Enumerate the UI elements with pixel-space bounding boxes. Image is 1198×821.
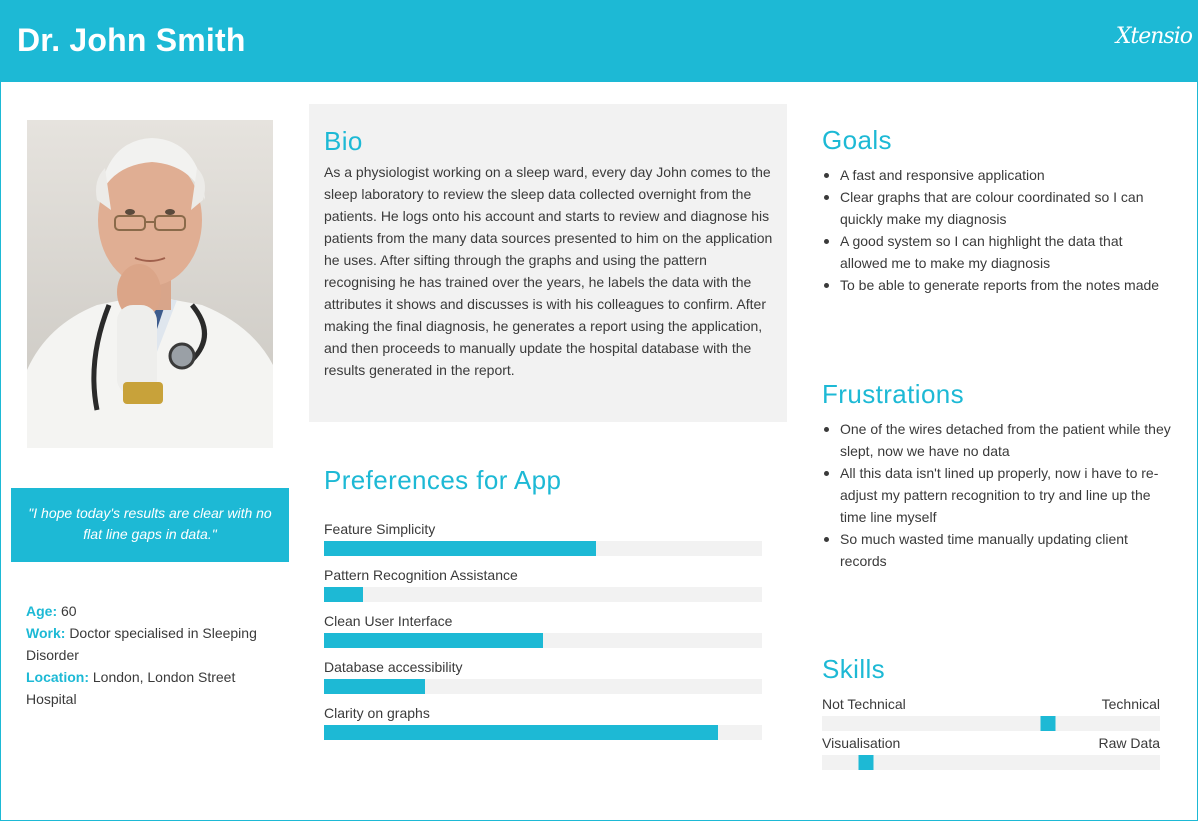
skill-right-label: Technical [1101,696,1160,712]
work-row [26,622,286,666]
preference-fill [324,541,596,556]
preference-label: Pattern Recognition Assistance [324,567,518,583]
preference-track [324,633,762,648]
skills-title: Skills [822,654,886,684]
frustration-item: All this data isn't lined up properly, now i have to re-adjust my pattern recognition to try and line up the time line myself [822,462,1172,528]
preference-track [324,587,762,602]
bio-title: Bio [324,126,363,156]
preference-fill [324,679,425,694]
location-row [26,666,286,710]
skill-track [822,755,1160,770]
preference-label: Feature Simplicity [324,521,436,537]
skill-left-label: Not Technical [822,696,906,712]
xtensio-logo[interactable]: Xtensio [1115,24,1192,49]
persona-info [26,600,286,710]
skills-list [822,696,1160,774]
bio-panel [309,104,787,422]
goals-list [822,164,1172,296]
portrait-photo [27,120,273,448]
bio-text: As a physiologist working on a sleep ward, every day John comes to the sleep laboratory to review the sleep data collected overnight from the patients. He logs onto his account and starts to review and diagnose his patients from the many data sources presented to him on the application he uses. After sifting through the graphs and using the pattern recognising he has trained over the years, he labels the data with the attributes it shows and discusses is with his colleagues to confirm. After making the final diagnosis, he generates a report using the application, and then proceeds to manually update the hospital database with the results generated in the report. [324,164,773,378]
preference-track [324,725,762,740]
goal-item: A fast and responsive application [822,164,1172,186]
preference-fill [324,587,363,602]
preference-row [324,705,764,751]
location-value: London, London Street Hospital [26,669,236,707]
work-label: Work: [26,625,66,641]
preference-row [324,659,764,705]
preference-fill [324,725,718,740]
age-row [26,600,286,622]
skill-right-label: Raw Data [1098,735,1160,751]
frustrations-list [822,418,1172,572]
frustrations-section [822,379,1172,572]
skill-slider-knob[interactable] [858,755,873,770]
age-label: Age: [26,603,58,619]
persona-quote: "I hope today's results are clear with no flat line gaps in data." [11,488,289,562]
preference-label: Clean User Interface [324,613,453,629]
skills-section [822,654,1160,774]
preference-row [324,567,764,613]
frustrations-title: Frustrations [822,379,965,409]
goals-title: Goals [822,125,892,155]
preferences-title: Preferences for App [324,465,562,495]
goal-item: To be able to generate reports from the notes made [822,274,1172,296]
preference-track [324,679,762,694]
preference-fill [324,633,543,648]
persona-name: Dr. John Smith [17,22,246,58]
skill-row [822,735,1160,774]
frustration-item: So much wasted time manually updating client records [822,528,1172,572]
preferences-list [324,521,764,751]
preferences-section [324,465,764,751]
skill-labels [822,735,1160,755]
age-value: 60 [61,603,77,619]
goal-item: Clear graphs that are colour coordinated so I can quickly make my diagnosis [822,186,1172,230]
location-label: Location: [26,669,89,685]
work-value: Doctor specialised in Sleeping Disorder [26,625,257,663]
skill-labels [822,696,1160,716]
goals-section [822,125,1172,296]
preference-label: Database accessibility [324,659,463,675]
preference-row [324,521,764,567]
preference-track [324,541,762,556]
goal-item: A good system so I can highlight the data that allowed me to make my diagnosis [822,230,1172,274]
skill-slider-knob[interactable] [1041,716,1056,731]
preference-row [324,613,764,659]
header-bar [0,0,1198,82]
preference-label: Clarity on graphs [324,705,430,721]
skill-left-label: Visualisation [822,735,901,751]
frustration-item: One of the wires detached from the patient while they slept, now we have no data [822,418,1172,462]
portrait-photo-icon [27,120,273,448]
skill-row [822,696,1160,735]
skill-track [822,716,1160,731]
